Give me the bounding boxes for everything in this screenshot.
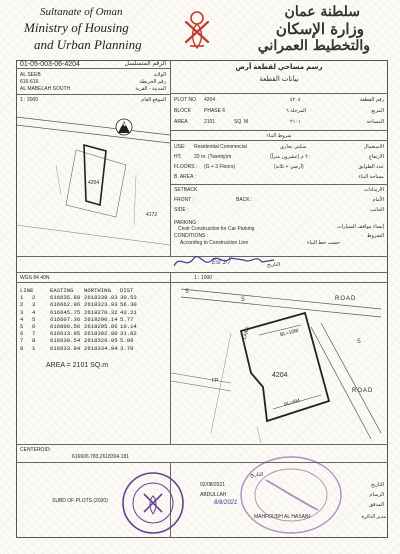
setback-label: SETBACK — [174, 187, 198, 193]
conditions-ar: حسب خط البناء — [307, 240, 340, 246]
plot-no-value: 4204 — [204, 97, 216, 103]
lane-label: LANE — [241, 325, 252, 341]
checked-label-ar: المدقق — [369, 502, 384, 508]
village-label-ar: المدينة - القرية — [135, 86, 166, 92]
wilayat-label-ar: الولاية — [153, 72, 166, 78]
centeroid-label: CENTEROID: — [20, 447, 51, 453]
drawn-by: ABDULLAH — [200, 492, 227, 498]
area-value: 2101 — [204, 119, 216, 125]
oman-emblem-icon — [180, 8, 214, 52]
projection-label: WGS 84 40N — [20, 275, 50, 281]
svg-text:S: S — [185, 288, 189, 295]
height-ar: ٢٠ م (عشرون متراً) — [270, 154, 311, 160]
plot-no-label: PLOT NO. — [174, 97, 198, 103]
general-scale: 1 : 2000 — [20, 97, 39, 103]
dim-bottom-label: BL=6M — [283, 397, 301, 409]
floors-ar: (أرضي + ثلاثة) — [274, 164, 304, 170]
wilayat-value: AL SEEB — [20, 72, 41, 78]
svg-text:S: S — [357, 338, 361, 345]
side-label: SIDE : — [174, 207, 189, 213]
floors-label-ar: عدد الطوابق — [358, 164, 384, 170]
building-area-label-ar: مساحة البناء — [358, 174, 384, 180]
footer-date-label-ar: التاريخ — [371, 482, 384, 488]
serial-label-ar: الرقم المتسلسل — [124, 61, 166, 67]
conditions-heading-ar: شروط البناء — [266, 133, 292, 139]
block-label-ar: المربع — [371, 108, 384, 114]
block-value: PHASE 6 — [204, 108, 226, 114]
signature-date-label-ar: التاريخ — [267, 262, 280, 268]
floors-value: (G + 3 Floors) — [204, 164, 235, 170]
front-label: FRONT : — [174, 197, 194, 203]
table-row: 1 2 616635.88 2618338.03 30.53 — [20, 294, 137, 302]
footer-date-ar: التاريخ — [250, 472, 263, 478]
title-ar-line2: وزارة الإسكان — [275, 20, 364, 38]
parking-label: PARKING : — [174, 220, 199, 226]
subdivision-label: SUBD OF PLOTS (2020) — [52, 498, 108, 504]
ministry-seal-icon — [236, 452, 346, 538]
building-area-label: B. AREA : — [174, 174, 196, 180]
general-location-label-ar: الموقع العام — [141, 97, 166, 103]
conditions-label-ar: الشروط — [366, 233, 384, 239]
drawing-heading-ar: رسم مساحي لقطعة أرض — [235, 64, 323, 71]
north-label: N — [121, 121, 127, 128]
table-row: 7 8 616630.54 2618329.95 5.99 — [20, 337, 134, 345]
area-ar: ٢١٠١ — [290, 119, 301, 125]
front-label-ar: الأمام — [372, 197, 384, 203]
title-ar-line3: والتخطيط العمراني — [257, 38, 370, 54]
setback-label-ar: الارتدادات — [363, 187, 384, 193]
dim-top-label: BL=10M — [279, 327, 300, 339]
use-ar: سكني تجاري — [280, 144, 307, 150]
nearby-plot-label: 4172 — [146, 212, 158, 218]
use-label: USE: — [174, 144, 186, 150]
centeroid-value: 616606.783,2618304.181 — [72, 454, 130, 460]
director-name: MAHFOUDH AL HASANI — [254, 514, 310, 520]
back-label: BACK : — [236, 197, 253, 203]
conditions-label: CONDITIONS : — [174, 233, 209, 239]
fp-label: FP — [212, 378, 219, 384]
area-unit: SQ. M — [234, 119, 249, 125]
height-label: HT: — [174, 154, 182, 160]
plot-no-ar: ٤٢٠٤ — [290, 97, 301, 103]
road-label-top: ROAD — [335, 296, 357, 302]
parking-ar: إنشاء مواقف السيارات — [336, 224, 384, 230]
table-row: 5 6 616606.56 2618295.86 10.14 — [20, 323, 137, 331]
footer-date: 02/08/2021 — [200, 482, 226, 488]
village-value: AL MABELAH SOUTH — [20, 86, 71, 92]
road-label-right: ROAD — [352, 388, 374, 394]
plan-scale: 1 : 1000 — [194, 275, 213, 281]
height-label-ar: الارتفاع — [368, 154, 384, 160]
height-value: 20 m. (Twenty)m — [194, 154, 232, 160]
signature-note: Est 1/7 — [212, 260, 231, 266]
parking-value: Cnstr Construction for Car Parking — [178, 226, 255, 232]
coordinates-table — [20, 287, 168, 352]
serial-number: 01-05-003-06-4204 — [20, 61, 80, 68]
table-row: 3 4 616645.75 2618270.32 43.21 — [20, 308, 137, 316]
side-label-ar: الجانب — [370, 207, 384, 213]
plot-no-label-ar: رقم القطعة — [359, 97, 384, 103]
official-stamp-icon — [120, 470, 186, 536]
title-en-line2: Ministry of Housing — [24, 20, 129, 35]
table-row: 4 5 616607.36 2618290.14 5.77 — [20, 315, 134, 323]
director-label-ar: مدير الدائرة — [361, 514, 386, 520]
table-row: 2 3 616662.96 2618323.93 56.30 — [20, 301, 137, 309]
plot-label-location: 4204 — [88, 180, 100, 186]
svg-text:S: S — [241, 296, 245, 303]
table-row: 8 1 616633.84 2618334.94 3.70 — [20, 344, 134, 352]
plan-plot-label: 4204 — [272, 372, 288, 379]
map-number: 616-616 — [20, 79, 39, 85]
use-label-ar: الاستعمال — [363, 144, 384, 150]
area-label-ar: المساحة — [366, 119, 384, 125]
map-label-ar: رقم الخريطة — [139, 79, 166, 85]
area-summary: AREA = 2101 SQ.m — [46, 362, 109, 369]
block-label: BLOCK — [174, 108, 191, 114]
use-value: Residential Commercial — [194, 144, 247, 150]
table-header: LINE EASTING NORTHING DIST — [20, 287, 134, 294]
conditions-value: According to Construction Line — [180, 240, 249, 246]
title-ar-line1: سلطنة عمان — [284, 4, 360, 20]
site-plan — [171, 283, 387, 443]
handwritten-date: 8/8/2021 — [214, 500, 238, 506]
title-en-line3: and Urban Planning — [34, 37, 142, 52]
table-row: 6 7 616613.95 2618302.80 31.82 — [20, 330, 137, 338]
drawn-label-ar: الرسام — [369, 492, 384, 498]
title-en-line1: Sultanate of Oman — [40, 6, 123, 18]
area-label: AREA — [174, 119, 188, 125]
floors-label: FLOORS : — [174, 164, 198, 170]
drawing-subheading-ar: بيانات القطعة — [259, 76, 299, 83]
block-ar: المرحلة ٦ — [286, 108, 307, 114]
